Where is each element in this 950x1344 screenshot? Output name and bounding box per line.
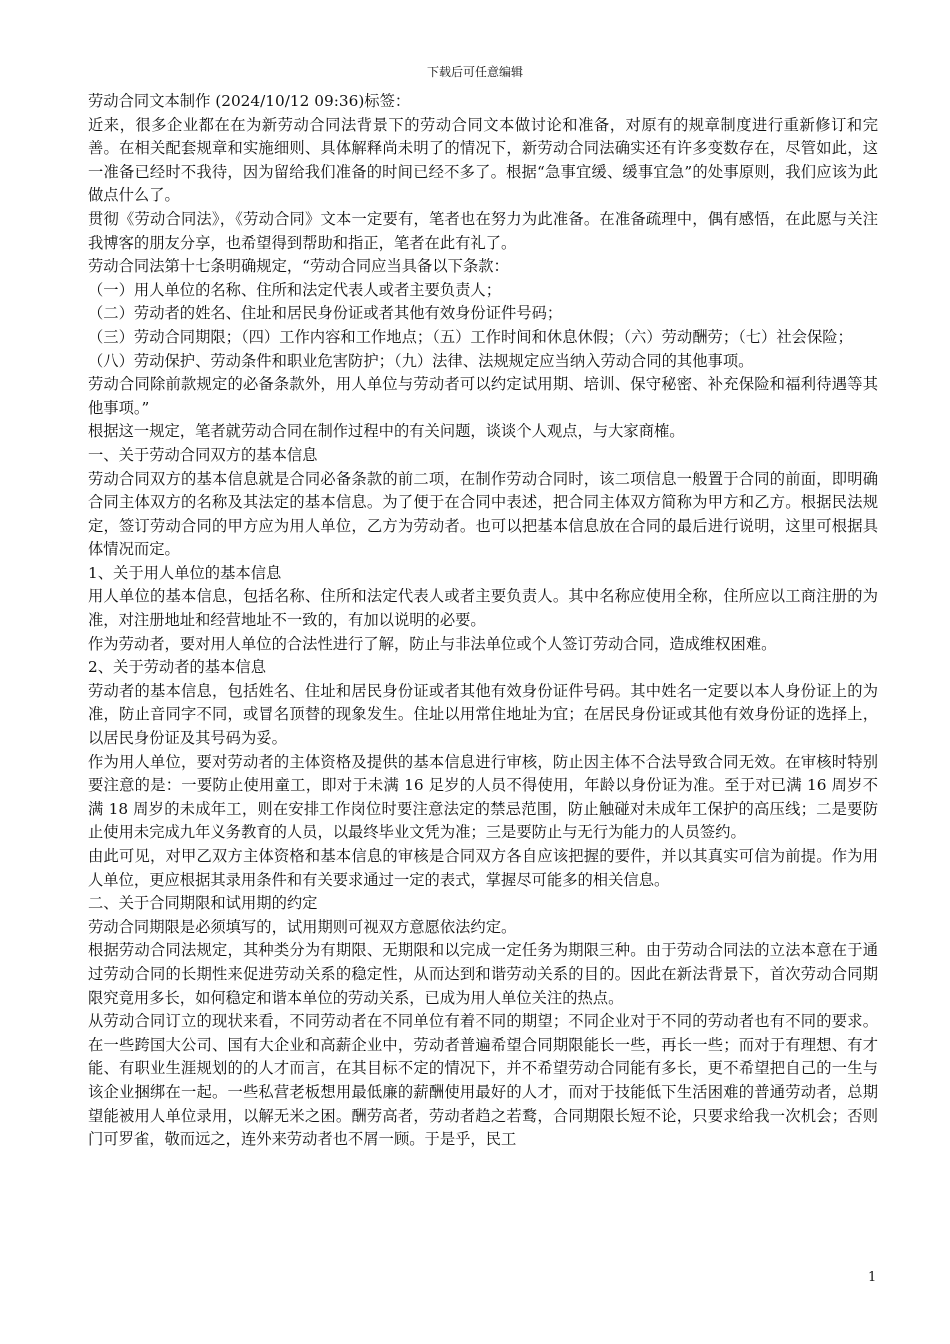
document-body xyxy=(88,90,878,1152)
paragraph: 劳动合同法第十七条明确规定，“劳动合同应当具备以下条款： xyxy=(88,257,509,276)
paragraph: 贯彻《劳动合同法》，《劳动合同》文本一定要有，笔者也在努力为此准备。在准备疏理中，偶有感悟，在此愿与关注我博客的朋友分享，也希望得到帮助和指正，笔者在此有礼了。 xyxy=(88,209,878,252)
section-heading: 二、关于合同期限和试用期的约定 xyxy=(88,894,318,913)
paragraph: 作为用人单位，要对劳动者的主体资格及提供的基本信息进行审核，防止因主体不合法导致合同无效。在审核时特别要注意的是：一要防止使用童工，即对于未满 16 足岁的人员不得使用，年龄以身份证为准。至于对已满 16 周岁不满 18 周岁的未成年工，则在安排工作岗位时要注意法定的禁忌范围，防止触碰对未成年工保护的高压线；二是要防止使用未完成九年义务教育的人员，以最终毕业文凭为准；三是要防止与无行为能力的人员签约。 xyxy=(88,752,878,842)
page-number: 1 xyxy=(868,1270,877,1285)
header-note: 下载后可任意编辑 xyxy=(426,65,523,79)
list-item: （一）用人单位的名称、住所和法定代表人或者主要负责人； xyxy=(88,280,502,299)
section-heading: 一、关于劳动合同双方的基本信息 xyxy=(88,445,318,464)
list-item: （八）劳动保护、劳动条件和职业危害防护；（九）法律、法规规定应当纳入劳动合同的其他事项。 xyxy=(88,351,754,370)
paragraph: 劳动者的基本信息，包括姓名、住址和居民身份证或者其他有效身份证件号码。其中姓名一定要以本人身份证上的为准，防止音同字不同，或冒名顶替的现象发生。住址以用常住地址为宜；在居民身份证或其他有效身份证的选择上，以居民身份证及其号码为妥。 xyxy=(88,681,878,748)
list-item: （三）劳动合同期限；（四）工作内容和工作地点；（五）工作时间和休息休假；（六）劳动酬劳；（七）社会保险； xyxy=(88,327,853,346)
document-title-line: 劳动合同文本制作 (2024/10/12 09:36)标签： xyxy=(88,92,411,110)
paragraph: 从劳动合同订立的现状来看，不同劳动者在不同单位有着不同的期望；不同企业对于不同的劳动者也有不同的要求。在一些跨国大公司、国有大企业和高薪企业中，劳动者普遍希望合同期限能长一些，再长一些；而对于有理想、有才能、有职业生涯规划的的人才而言，在其目标不定的情况下，并不希望劳动合同能有多长，更不希望把自己的一生与该企业捆绑在一起。一些私营老板想用最低廉的薪酬使用最好的人才，而对于技能低下生活困难的普通劳动者，总期望能被用人单位录用，以解无米之困。酬劳高者，劳动者趋之若鹜，合同期限长短不论，只要求给我一次机会；否则门可罗雀，敬而远之，连外来劳动者也不屑一顾。于是乎，民工 xyxy=(88,1012,878,1149)
paragraph: 劳动合同双方的基本信息就是合同必备条款的前二项，在制作劳动合同时，该二项信息一般置于合同的前面，即明确合同主体双方的名称及其法定的基本信息。为了便于在合同中表述，把合同主体双方简称为甲方和乙方。根据民法规定，签订劳动合同的甲方应为用人单位，乙方为劳动者。也可以把基本信息放在合同的最后进行说明，这里可根据具体情况而定。 xyxy=(88,469,878,559)
subsection-heading: 1、关于用人单位的基本信息 xyxy=(88,563,282,582)
paragraph: 由此可见，对甲乙双方主体资格和基本信息的审核是合同双方各自应该把握的要件，并以其真实可信为前提。作为用人单位，更应根据其录用条件和有关要求通过一定的表式，掌握尽可能多的相关信息。 xyxy=(88,847,878,889)
paragraph: 劳动合同期限是必须填写的，试用期则可视双方意愿依法约定。 xyxy=(88,917,517,936)
paragraph: 劳动合同除前款规定的必备条款外，用人单位与劳动者可以约定试用期、培训、保守秘密、补充保险和福利待遇等其他事项。” xyxy=(88,375,878,417)
paragraph: 近来，很多企业都在在为新劳动合同法背景下的劳动合同文本做讨论和准备，对原有的规章制度进行重新修订和完善。在相关配套规章和实施细则、具体解释尚未明了的情况下，新劳动合同法确实还有许多变数存在，尽管如此，这一准备已经时不我待，因为留给我们准备的时间已经不多了。根据“急事宜缓、缓事宜急”的处事原则，我们应该为此做点什么了。 xyxy=(88,115,878,205)
paragraph: 根据这一规定，笔者就劳动合同在制作过程中的有关问题，谈谈个人观点，与大家商榷。 xyxy=(88,422,685,441)
paragraph: 作为劳动者，要对用人单位的合法性进行了解，防止与非法单位或个人签订劳动合同，造成维权困难。 xyxy=(88,634,777,653)
list-item: （二）劳动者的姓名、住址和居民身份证或者其他有效身份证件号码； xyxy=(88,304,563,323)
subsection-heading: 2、关于劳动者的基本信息 xyxy=(88,658,266,677)
paragraph: 用人单位的基本信息，包括名称、住所和法定代表人或者主要负责人。其中名称应使用全称，住所应以工商注册的为准，对注册地址和经营地址不一致的，有加以说明的必要。 xyxy=(88,587,878,630)
paragraph: 根据劳动合同法规定，其种类分为有期限、无期限和以完成一定任务为期限三种。由于劳动合同法的立法本意在于通过劳动合同的长期性来促进劳动关系的稳定性，从而达到和谐劳动关系的目的。因此在新法背景下，首次劳动合同期限究竟用多长，如何稳定和谐本单位的劳动关系，已成为用人单位关注的热点。 xyxy=(88,941,878,1007)
